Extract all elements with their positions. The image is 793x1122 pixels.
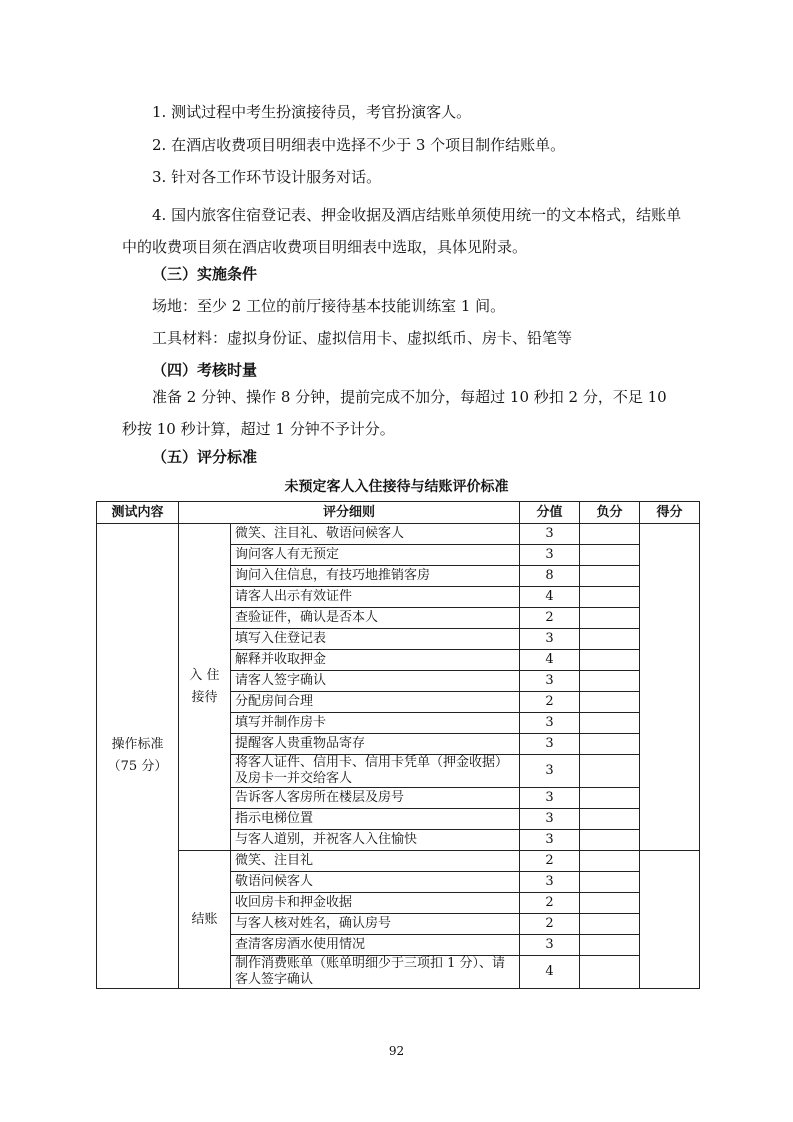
points-cell: 2 [520,893,580,914]
table-header-row [97,502,700,524]
deduction-cell [580,893,640,914]
points-cell: 3 [520,734,580,755]
points-cell: 3 [520,755,580,788]
table-row [97,851,700,872]
paragraph-4: 4. 国内旅客住宿登记表、押金收据及酒店结账单须使用统一的文本格式，结账单中的收费项目须在酒店收费项目明细表中选取，具体见附录。 [122,206,682,256]
points-cell: 2 [520,851,580,872]
criterion-cell: 询问客人有无预定 [231,545,520,566]
deduction-cell [580,851,640,872]
group-cell: 入 住接待 [179,524,231,851]
criterion-cell: 微笑、注目礼 [231,851,520,872]
criterion-cell: 告诉客人客房所在楼层及房号 [231,788,520,809]
deduction-cell [580,956,640,989]
deduction-cell [580,713,640,734]
deduction-cell [580,755,640,788]
criterion-cell: 敬语问候客人 [231,872,520,893]
points-cell: 3 [520,935,580,956]
deduction-cell [580,650,640,671]
criterion-cell: 制作消费账单（账单明细少于三项扣 1 分）、请客人签字确认 [231,956,520,989]
deduction-cell [580,872,640,893]
group-cell: 结账 [179,851,231,989]
venue-text: 场地：至少 2 工位的前厅接待基本技能训练室 1 间。 [152,297,506,315]
scoring-table [96,501,700,989]
criterion-cell: 询问入住信息，有技巧地推销客房 [231,566,520,587]
time-limit-text: 准备 2 分钟、操作 8 分钟，提前完成不加分，每超过 10 秒扣 2 分，不足 10 秒按 10 秒计算，超过 1 分钟不予计分。 [122,388,667,438]
table-title: 未预定客人入住接待与结账评价标准 [284,479,509,495]
points-cell: 3 [520,524,580,545]
points-cell: 3 [520,713,580,734]
criterion-cell: 请客人出示有效证件 [231,587,520,608]
criterion-cell: 与客人核对姓名，确认房号 [231,914,520,935]
points-cell: 2 [520,914,580,935]
deduction-cell [580,788,640,809]
points-cell: 2 [520,692,580,713]
category-cell: 操作标准（75 分） [97,524,179,989]
points-cell: 4 [520,956,580,989]
deduction-cell [580,629,640,650]
points-cell: 3 [520,788,580,809]
deduction-cell [580,545,640,566]
criterion-cell: 解释并收取押金 [231,650,520,671]
deduction-cell [580,914,640,935]
table-row [97,524,700,545]
section-4-heading: （四）考核时量 [152,361,258,379]
paragraph-3: 3. 针对各工作环节设计服务对话。 [152,168,382,186]
paragraph-2: 2. 在酒店收费项目明细表中选择不少于 3 个项目制作结账单。 [152,136,566,154]
section-5-heading: （五）评分标准 [152,448,258,466]
deduction-cell [580,734,640,755]
points-cell: 2 [520,608,580,629]
score-cell [640,524,700,851]
deduction-cell [580,809,640,830]
page-number: 92 [388,1044,405,1058]
deduction-cell [580,524,640,545]
points-cell: 3 [520,629,580,650]
criterion-cell: 填写入住登记表 [231,629,520,650]
section-3-heading: （三）实施条件 [152,265,258,283]
criterion-cell: 指示电梯位置 [231,809,520,830]
criterion-cell: 查清客房酒水使用情况 [231,935,520,956]
points-cell: 3 [520,671,580,692]
deduction-cell [580,830,640,851]
deduction-cell [580,587,640,608]
points-cell: 3 [520,872,580,893]
table-body [97,524,700,989]
header-scoring-details: 评分细则 [179,502,520,524]
header-test-content: 测试内容 [97,502,179,524]
criterion-cell: 微笑、注目礼、敬语问候客人 [231,524,520,545]
tools-text: 工具材料：虚拟身份证、虚拟信用卡、虚拟纸币、房卡、铅笔等 [152,329,573,347]
criterion-cell: 收回房卡和押金收据 [231,893,520,914]
header-score: 得分 [640,502,700,524]
points-cell: 4 [520,587,580,608]
score-cell [640,851,700,989]
criterion-cell: 将客人证件、信用卡、信用卡凭单（押金收据）及房卡一并交给客人 [231,755,520,788]
points-cell: 3 [520,830,580,851]
criterion-cell: 查验证件，确认是否本人 [231,608,520,629]
criterion-cell: 填写并制作房卡 [231,713,520,734]
points-cell: 8 [520,566,580,587]
points-cell: 4 [520,650,580,671]
criterion-cell: 请客人签字确认 [231,671,520,692]
criterion-cell: 与客人道别，并祝客人入住愉快 [231,830,520,851]
criterion-cell: 提醒客人贵重物品寄存 [231,734,520,755]
deduction-cell [580,671,640,692]
header-deduction: 负分 [580,502,640,524]
points-cell: 3 [520,809,580,830]
deduction-cell [580,566,640,587]
header-points: 分值 [520,502,580,524]
deduction-cell [580,608,640,629]
criterion-cell: 分配房间合理 [231,692,520,713]
deduction-cell [580,692,640,713]
points-cell: 3 [520,545,580,566]
paragraph-1: 1. 测试过程中考生扮演接待员，考官扮演客人。 [152,103,472,121]
deduction-cell [580,935,640,956]
